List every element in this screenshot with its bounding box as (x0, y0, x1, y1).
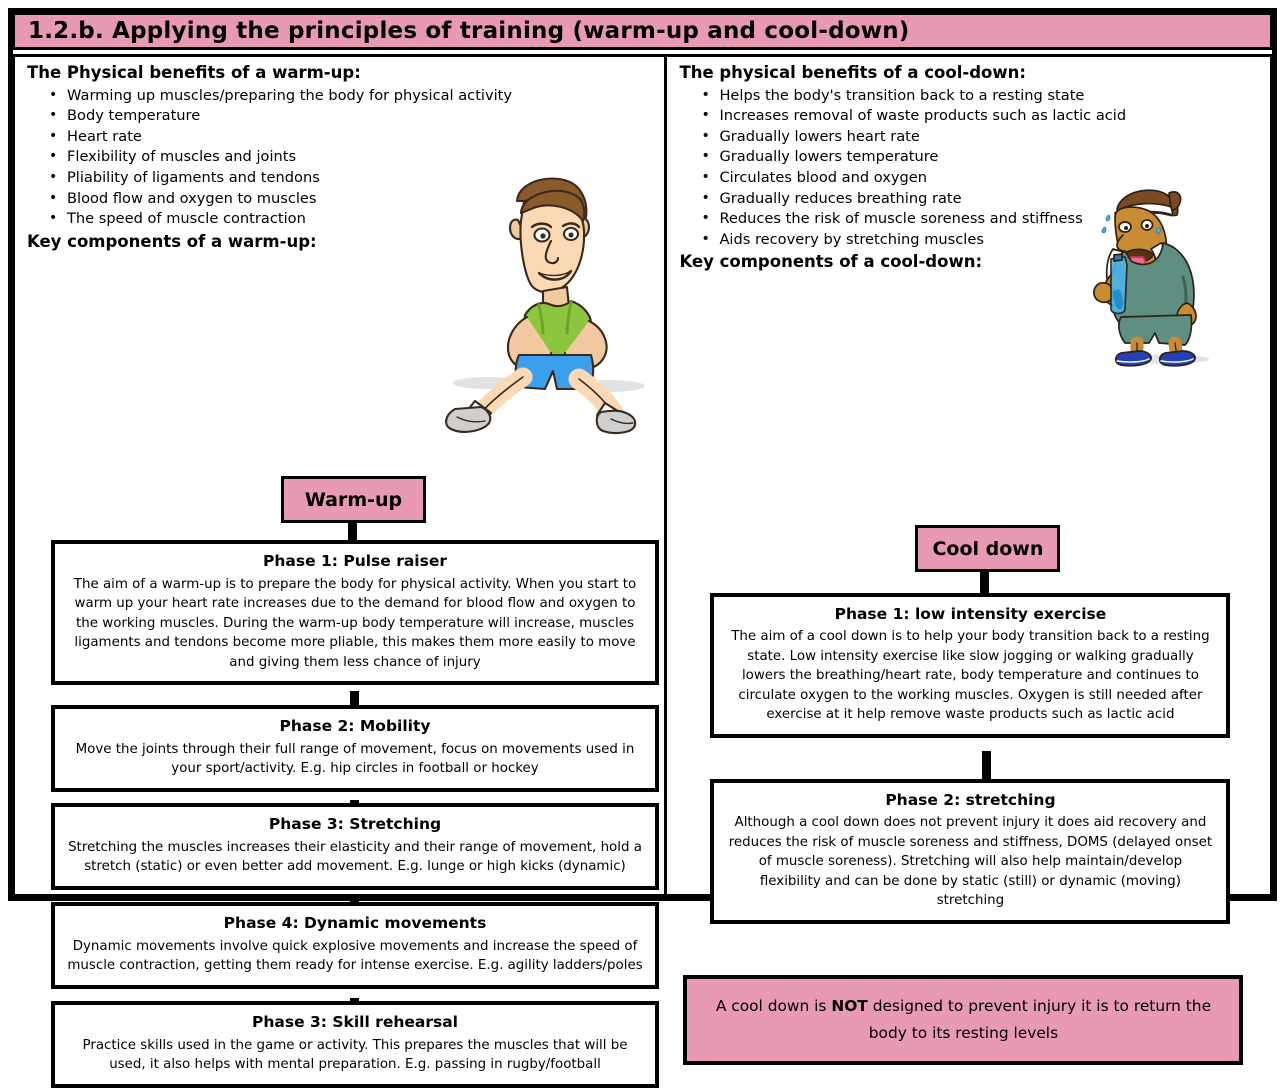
note-text-part-1: A cool down is (715, 997, 832, 1015)
list-item: • Aids recovery by stretching muscles (701, 230, 1262, 251)
phase-body: Practice skills used in the game or activity. This prepares the muscles that will be used, it also helps with mental preparation. E.g. passing in rugby/football (82, 1037, 628, 1073)
warm-up-phase-4 (51, 902, 659, 988)
cool-down-components-heading: Key components of a cool-down: (679, 252, 983, 272)
cool-down-benefits-heading: The physical benefits of a cool-down: (679, 63, 1026, 82)
list-item: • The speed of muscle contraction (49, 209, 656, 230)
list-item: • Increases removal of waste products such as lactic acid (701, 106, 1262, 127)
warm-up-phase-2 (51, 705, 659, 791)
page-title: 1.2.b. Applying the principles of training (warm-up and cool-down) (28, 18, 910, 44)
connector-line (350, 691, 359, 705)
phase-title: Phase 2: Mobility (279, 717, 431, 736)
list-item: • Gradually lowers heart rate (701, 127, 1262, 148)
list-item: • Pliability of ligaments and tendons (49, 168, 656, 189)
cool-down-phase-1 (710, 593, 1230, 738)
warm-up-benefits-heading: The Physical benefits of a warm-up: (27, 63, 361, 82)
list-item: • Helps the body's transition back to a resting state (701, 86, 1262, 107)
cool-down-column (667, 57, 1270, 1042)
phase-title: Phase 1: Pulse raiser (262, 552, 447, 571)
warm-up-benefits-list (23, 86, 656, 230)
note-text-part-2: designed to prevent injury it is to return the body to its resting levels (867, 997, 1212, 1042)
list-item: • Warming up muscles/preparing the body for physical activity (49, 86, 656, 107)
list-item: • Flexibility of muscles and joints (49, 147, 656, 168)
list-item: • Body temperature (49, 106, 656, 127)
cool-down-phase-2 (710, 779, 1230, 924)
warm-up-phase-3 (51, 803, 659, 889)
cool-down-benefits-list (675, 86, 1262, 251)
list-item: • Heart rate (49, 127, 656, 148)
phase-body: Although a cool down does not prevent injury it does aid recovery and reduces the risk of muscle soreness and stiffness, DOMS (delayed onset of muscle soreness). Stretching will also help maintain/develop flexibility and can be done by static (still) or dynamic (moving) stretching (728, 815, 1213, 909)
phase-body: Move the joints through their full range of movement, focus on movements used in your sport/activity. E.g. hip circles in football or hockey (75, 741, 635, 777)
connector-line (348, 523, 357, 540)
page-title-bar (12, 12, 1273, 50)
phase-body: The aim of a cool down is to help your body transition back to a resting state. Low intensity exercise like slow jogging or walking gradually lowers the breathing/heart rate, body temperature and continues to circulate oxygen to the working muscles. Oxygen is still needed after exercise at it help remove waste products such as lactic acid (731, 629, 1210, 723)
phase-body: Dynamic movements involve quick explosive movements and increase the speed of muscle contraction, getting them ready for intense exercise. E.g. agility ladders/poles (67, 938, 643, 974)
phase-title: Phase 3: Skill rehearsal (252, 1013, 458, 1032)
warm-up-phase-5 (51, 1001, 659, 1087)
warm-up-phase-1 (51, 540, 659, 685)
list-item: • Gradually lowers temperature (701, 147, 1262, 168)
phase-title: Phase 2: stretching (885, 791, 1056, 809)
connector-line (982, 751, 991, 779)
list-item: • Gradually reduces breathing rate (701, 189, 1262, 210)
warm-up-pill-label: Warm-up (304, 488, 403, 511)
cool-down-pill-label: Cool down (932, 537, 1044, 560)
cool-down-note-box (683, 975, 1243, 1065)
warm-up-pill (281, 476, 426, 523)
phase-title: Phase 3: Stretching (268, 815, 442, 834)
connector-line (980, 572, 989, 593)
list-item: • Reduces the risk of muscle soreness and stiffness (701, 209, 1262, 230)
phase-body: The aim of a warm-up is to prepare the body for physical activity. When you start to warm up your heart rate increases due to the demand for blood flow and oxygen to the working muscles. During the warm-up body temperature will increase, muscles ligaments and tendons become more pliable, this makes them more easily to move and giving them less chance of injury (73, 576, 637, 670)
warm-up-components-heading: Key components of a warm-up: (27, 231, 317, 251)
content-columns (12, 54, 1273, 1073)
list-item: • Blood flow and oxygen to muscles (49, 189, 656, 210)
phase-title: Phase 1: low intensity exercise (834, 605, 1107, 623)
list-item: • Circulates blood and oxygen (701, 168, 1262, 189)
phase-body: Stretching the muscles increases their elasticity and their range of movement, hold a stretch (static) or even better add movement. E.g. lunge or high kicks (dynamic) (68, 839, 642, 875)
phase-title: Phase 4: Dynamic movements (223, 914, 487, 933)
cool-down-pill (915, 525, 1060, 572)
note-emphasis: NOT (831, 997, 868, 1015)
warm-up-column (15, 57, 667, 1073)
